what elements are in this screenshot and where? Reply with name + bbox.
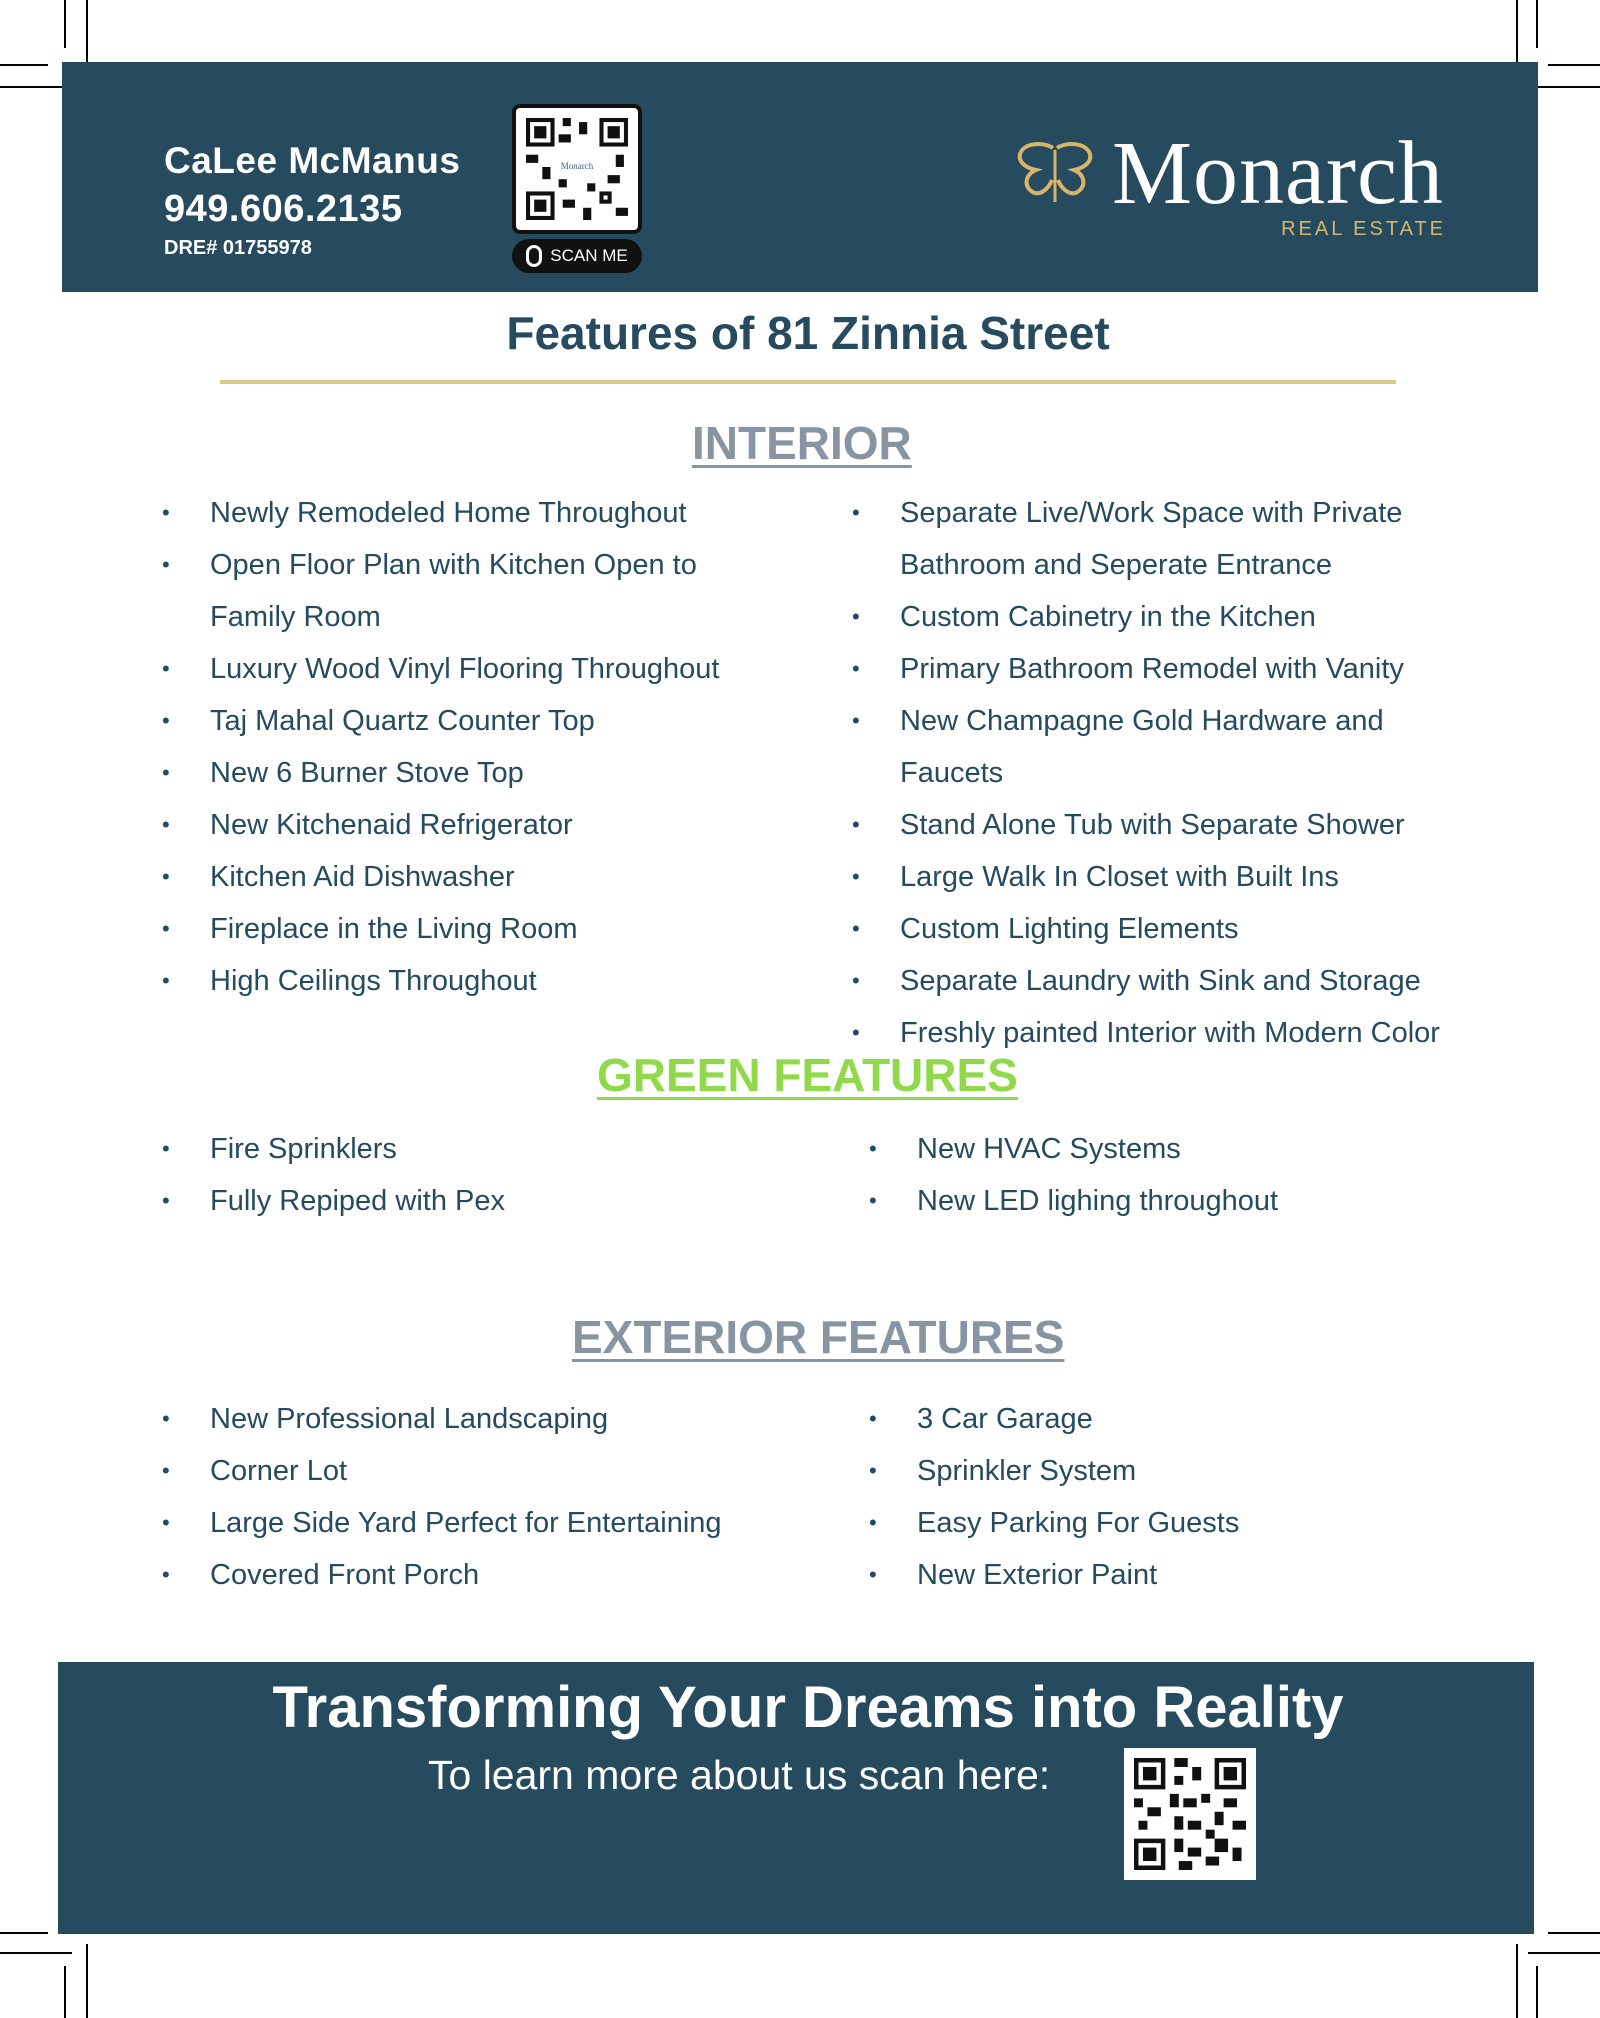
green-features-heading: GREEN FEATURES: [597, 1049, 1018, 1101]
list-item: • Custom Cabinetry in the Kitchen: [852, 591, 1492, 643]
crop-mark: [1536, 1966, 1538, 2018]
phone-icon: [526, 245, 542, 267]
brand-name: Monarch: [1112, 124, 1444, 223]
interior-heading: INTERIOR: [692, 417, 912, 469]
list-item: • Newly Remodeled Home Throughout: [162, 487, 802, 539]
qr-code-icon: [526, 118, 628, 220]
list-item: • Fully Repiped with Pex: [162, 1175, 762, 1227]
list-item: • New Professional Landscaping: [162, 1393, 762, 1445]
crop-mark: [0, 64, 48, 66]
page-title: Features of 81 Zinnia Street: [506, 307, 1110, 359]
list-item: • New 6 Burner Stove Top: [162, 747, 802, 799]
exterior-list-left: [162, 1393, 762, 1601]
list-item: • Covered Front Porch: [162, 1549, 762, 1601]
list-item: • Separate Laundry with Sink and Storage: [852, 955, 1492, 1007]
list-item: • Kitchen Aid Dishwasher: [162, 851, 802, 903]
crop-mark: [64, 0, 66, 48]
list-item: • Corner Lot: [162, 1445, 762, 1497]
list-item: • Large Walk In Closet with Built Ins: [852, 851, 1492, 903]
green-list-left: [162, 1123, 762, 1227]
list-item: • Taj Mahal Quartz Counter Top: [162, 695, 802, 747]
crop-mark: [1528, 1952, 1600, 1954]
butterfly-logo-icon: [1016, 140, 1094, 212]
list-item: • New Kitchenaid Refrigerator: [162, 799, 802, 851]
list-item: • 3 Car Garage: [869, 1393, 1469, 1445]
list-item: • New HVAC Systems: [869, 1123, 1469, 1175]
list-item: • Primary Bathroom Remodel with Vanity: [852, 643, 1492, 695]
crop-mark: [1528, 86, 1600, 88]
list-item: • Easy Parking For Guests: [869, 1497, 1469, 1549]
crop-mark: [0, 1952, 72, 1954]
agent-name: CaLee McManus: [164, 140, 461, 181]
list-item: • Sprinkler System: [869, 1445, 1469, 1497]
footer-scan-text: To learn more about us scan here:: [428, 1752, 1051, 1798]
list-item: • Custom Lighting Elements: [852, 903, 1492, 955]
monarch-logo[interactable]: [1016, 124, 1446, 245]
list-item: • Fireplace in the Living Room: [162, 903, 802, 955]
crop-mark: [1548, 64, 1600, 66]
list-item: • Luxury Wood Vinyl Flooring Throughout: [162, 643, 802, 695]
list-item: • Open Floor Plan with Kitchen Open to Family Room: [162, 539, 770, 643]
brand-subtitle: REAL ESTATE: [1281, 218, 1446, 240]
scan-me-badge: [512, 239, 642, 273]
interior-list-left: [162, 487, 802, 1007]
crop-mark: [0, 1932, 48, 1934]
interior-list-right: [852, 487, 1492, 1059]
footer-tagline: Transforming Your Dreams into Reality: [272, 1675, 1344, 1740]
title-divider: [220, 380, 1396, 384]
list-item: • Large Side Yard Perfect for Entertaining: [162, 1497, 762, 1549]
list-item: • New Champagne Gold Hardware and Faucets: [852, 695, 1492, 799]
footer-qr-code[interactable]: [1124, 1748, 1256, 1880]
list-item: • Separate Live/Work Space with Private Bathroom and Seperate Entrance: [852, 487, 1420, 591]
crop-mark: [1536, 0, 1538, 48]
exterior-list-right: [869, 1393, 1469, 1601]
qr-monarch-label: Monarch: [560, 161, 594, 171]
agent-phone[interactable]: 949.606.2135: [164, 188, 403, 230]
list-item: • Freshly painted Interior with Modern Color: [852, 1007, 1492, 1059]
scan-me-label: SCAN ME: [550, 246, 628, 265]
list-item: • Stand Alone Tub with Separate Shower: [852, 799, 1492, 851]
list-item: • New LED lighing throughout: [869, 1175, 1469, 1227]
list-item: • Fire Sprinklers: [162, 1123, 762, 1175]
crop-mark: [1516, 1944, 1518, 2018]
exterior-features-heading: EXTERIOR FEATURES: [572, 1311, 1065, 1363]
crop-mark: [1548, 1932, 1600, 1934]
crop-mark: [64, 1966, 66, 2018]
list-item: • High Ceilings Throughout: [162, 955, 802, 1007]
green-list-right: [869, 1123, 1469, 1227]
qr-code-icon: [1134, 1758, 1246, 1870]
agent-qr-code[interactable]: [512, 104, 642, 234]
agent-dre-number: DRE# 01755978: [164, 237, 312, 259]
list-item: • New Exterior Paint: [869, 1549, 1469, 1601]
crop-mark: [86, 1944, 88, 2018]
